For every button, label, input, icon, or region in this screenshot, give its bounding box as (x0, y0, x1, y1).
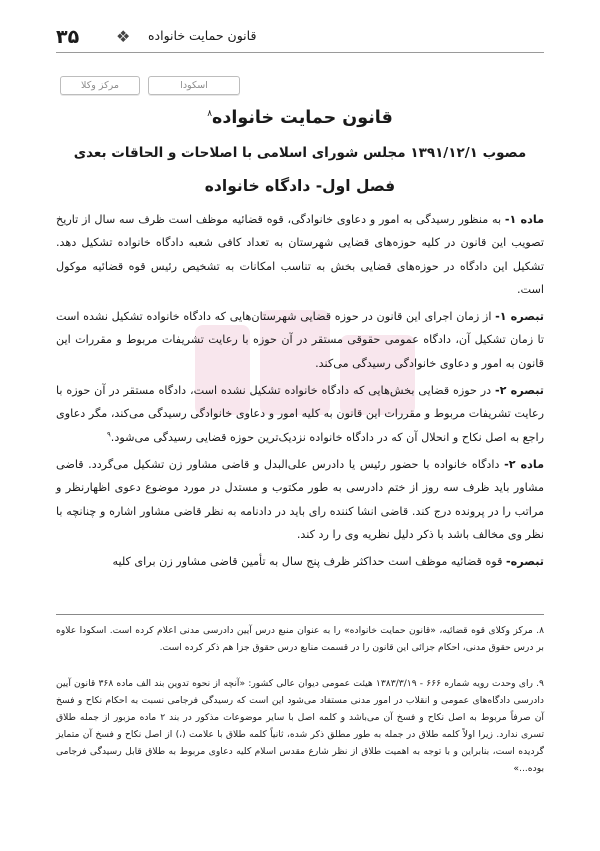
running-header (56, 28, 544, 53)
note-label: تبصره- (506, 555, 544, 569)
note-text: قوه قضائیه موظف است حداکثر ظرف پنج سال به تأمین قاضی مشاور زن برای کلیه (112, 555, 503, 569)
note-text: در حوزه قضایی بخش‌هایی که دادگاه خانواده تشکیل نشده است، دادگاه مستقر در آن حوزه با رعایت تشریفات مربوط و مقررات این قانون به کلیه امور و دعاوی خانوادگی رسیدگی می‌کند، مگر دعاوی راجع به اصل نکاح و انحلال آن که در دادگاه خانواده نزدیک‌ترین حوزه قضایی رسیدگی می‌شود. (56, 384, 544, 444)
article-1 (56, 208, 544, 301)
tag-scoda: اسکودا (148, 76, 240, 95)
body-text (56, 208, 544, 577)
chapter-heading: فصل اول- دادگاه خانواده (204, 177, 396, 195)
note-text: از زمان اجرای این قانون در حوزه قضایی شهرستان‌هایی که دادگاه خانواده تشکیل نشده است تا زمان تشکیل آن، دادگاه عمومی حقوقی مستقر در آن حوزه با رعایت تشریفات مربوط و مقررات این قانون به امور و دعاوی خانوادگی رسیدگی می‌کند. (56, 310, 544, 370)
page-number: ۳۵ (56, 26, 80, 48)
note-3 (56, 550, 544, 573)
law-subtitle: مصوب ۱۳۹۱/۱۲/۱ مجلس شورای اسلامی با اصلاحات و الحاقات بعدی (73, 145, 527, 161)
law-title (56, 108, 544, 128)
footnote-separator (56, 614, 544, 615)
article-text: دادگاه خانواده با حضور رئیس یا دادرس علی‌البدل و قاضی مشاور زن تشکیل می‌گردد. قاضی مشاور باید ظرف سه روز از ختم دادرسی به طور مکتوب و مستدل در مورد موضوع دعوی اظهارنظر و مراتب را در پرونده درج کند. قاضی انشا کننده رای باید در دادنامه به نظر قاضی مشاور اشاره و چنانچه با نظر وی مخالف باشد با ذکر دلیل نظریه وی را رد کند. (56, 457, 544, 541)
article-text: به منظور رسیدگی به امور و دعاوی خانوادگی، قوه قضائیه موظف است ظرف سه سال از تاریخ تصویب این قانون در کلیه حوزه‌های قضایی شهرستان به تعداد کافی شعبه دادگاه خانواده تشکیل دهد. تشکیل این دادگاه در حوزه‌های قضایی بخش به تناسب امکانات به تشخیص رئیس قوه قضائیه موکول است. (56, 213, 544, 296)
note-1 (56, 305, 544, 375)
article-2 (56, 453, 544, 546)
running-title: قانون حمایت خانواده (148, 28, 257, 43)
law-title-text: قانون حمایت خانواده (212, 108, 393, 128)
note-2 (56, 379, 544, 449)
footnote-8: ۸. مرکز وکلای قوه قضائیه، «قانون حمایت خانواده» را به عنوان منبع درس آیین دادرسی مدنی اعلام کرده است. اسکودا علاوه بر درس حقوق مدنی، احکام جزائی این قانون را در قسمت منابع درس حقوق جزا هم ذکر کرده است. (56, 625, 544, 653)
note-label: تبصره ۱- (495, 310, 545, 324)
ornament-icon: ❖ (116, 27, 131, 46)
article-label: ماده ۱- (504, 213, 544, 226)
article-label: ماده ۲- (504, 457, 545, 471)
tag-markaz-vokala: مرکز وکلا (60, 76, 140, 95)
title-footnote-ref: ۸ (207, 109, 213, 120)
footnote-ref: ۹ (107, 429, 111, 438)
source-tags (60, 76, 240, 95)
note-label: تبصره ۲- (494, 384, 545, 398)
footnote-9: ۹. رای وحدت رویه شماره ۶۶۶ - ۱۳۸۳/۳/۱۹ هیئت عمومی دیوان عالی کشور: «آنچه از نحوه تدوین بند الف ماده ۳۶۸ قانون آیین دادرسی دادگاه‌های عمومی و انقلاب در امور مدنی مستفاد می‌شود این است که رسیدگی فرجامی نسبت به احکام نکاح و فسخ آن صرفاً مربوط به اصل نکاح و فسخ آن می‌باشد و کلمه اصل با سایر موضوعات مذکور در بند ۲ ماده مزبور از جمله طلاق تسری ندارد. زیرا اولاً کلمه طلاق در جمله به طور مطلق ذکر شده، ثانیاً کلمه طلاق با علامت (،) از اصل نکاح و فسخ آن متمایز گردیده است، بنابراین و با توجه به اهمیت طلاق از نظر شارع مقدس اسلام کلیه دعاوی مربوط به طلاق قابل رسیدگی فرجامی بوده...» (56, 678, 544, 774)
